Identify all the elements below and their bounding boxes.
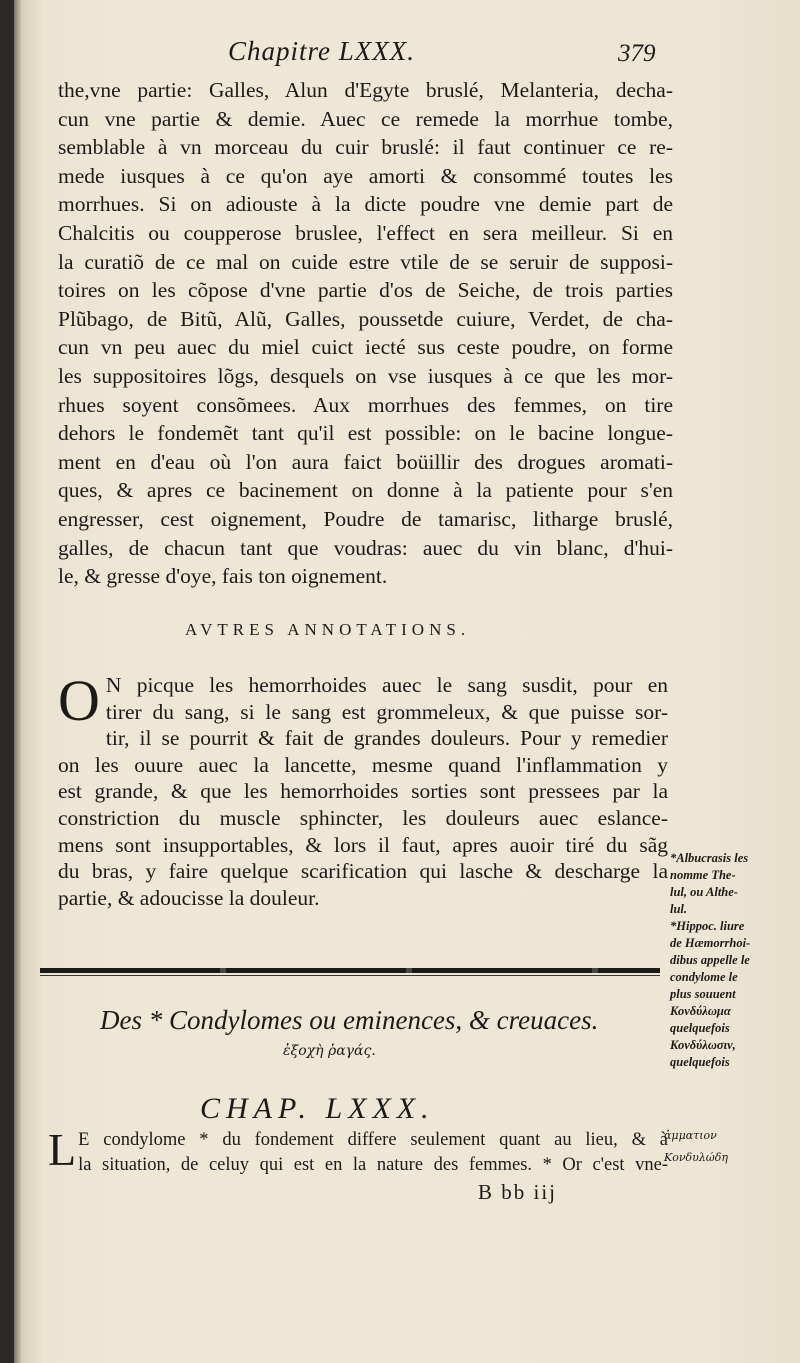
text-line: the,vne partie: Galles, Alun d'Egyte bruslé, Melanteria, decha-: [58, 78, 673, 102]
text-line: E condylome * du fondement differe seulement quant au lieu, & à: [78, 1130, 668, 1150]
margin-note-line: lul.: [670, 902, 688, 916]
margin-note-line: *Albucrasis les: [670, 851, 749, 865]
margin-note-line: condylome le: [670, 970, 738, 984]
margin-note-line: *Hippoc. liure: [670, 919, 745, 933]
section-divider: [40, 968, 660, 973]
margin-note-line: lul, ou Althe-: [670, 885, 738, 899]
page-header: [0, 36, 800, 76]
text-line: partie, & adoucisse la douleur.: [58, 885, 320, 910]
drop-cap: O: [58, 668, 100, 733]
text-line: ques, & apres ce bacinement on donne à la patiente pour s'en: [58, 478, 673, 503]
text-line: rhues soyent consõmees. Aux morrhues des femmes, on tire: [58, 392, 673, 417]
margin-note-line: dibus appelle le: [670, 953, 750, 967]
text-line: on les ouure auec la lancette, mesme quand l'inflammation y: [58, 752, 668, 777]
text-line: galles, de chacun tant que voudras: auec du vin blanc, d'hui-: [58, 535, 673, 560]
text-line: morrhues. Si on adiouste à la dicte poudre vne demie part de: [58, 192, 673, 217]
greek-subtitle: ἐξοχὴ ῥαγάς.: [283, 1043, 376, 1059]
section-heading: AVTRES ANNOTATIONS.: [185, 620, 471, 639]
page-number: 379: [618, 40, 656, 67]
margin-note-line: de Hæmorrhoi-: [670, 936, 751, 950]
text-line: Plũbago, de Bitũ, Alũ, Galles, poussetde cuiure, Verdet, de cha-: [58, 306, 673, 331]
running-head: Chapitre LXXX.: [228, 36, 415, 66]
text-line: engresser, cest oignement, Poudre de tamarisc, litharge bruslé,: [58, 506, 673, 531]
text-line: toires on les cõpose d'vne partie d'os de Seiche, de trois parties: [58, 278, 673, 303]
text-line: ment en d'eau où l'on aura faict boüillir des drogues aromati-: [58, 449, 673, 474]
margin-note-line: nomme The-: [670, 868, 736, 882]
margin-note-line: plus souuent: [670, 987, 736, 1001]
text-line: mede iusques à ce qu'on aye amorti & consommé toutes les: [58, 163, 673, 188]
text-line: la curatiõ de ce mal on cuide estre vtile de se seruir de supposi-: [58, 249, 673, 274]
book-spine: [0, 0, 14, 1363]
text-line: le, & gresse d'oye, fais ton oignement.: [58, 564, 388, 589]
text-line: est grande, & que les hemorrhoides sorties sont pressees par la: [58, 779, 668, 804]
margin-note-line: Κονδυλώδη: [664, 1151, 728, 1164]
text-line: du bras, y faire quelque scarification qui lasche & descharge la: [58, 859, 668, 884]
text-line: cun vne partie & demie. Auec ce remede la morrhue tombe,: [58, 106, 673, 131]
drop-cap: L: [48, 1124, 77, 1175]
margin-note: [670, 850, 795, 1071]
margin-note-line: Κονδύλωσιν,: [670, 1038, 736, 1052]
margin-note-line: Κονδύλωμα: [670, 1004, 731, 1018]
chapter-paragraph: [48, 1124, 668, 1178]
text-line: les suppositoires lõgs, desquels on vse iusques à ce que les mor-: [58, 363, 673, 388]
section-divider-thin: [40, 975, 660, 976]
main-paragraph: [58, 76, 673, 591]
text-line: mens sont insupportables, & lors il faut, apres auoir tiré du sãg: [58, 832, 668, 857]
text-line: dehors le fondemẽt tant qu'il est possible: on le bacine longue-: [58, 421, 673, 446]
text-line: constriction du muscle sphincter, les douleurs auec eslance-: [58, 805, 668, 830]
text-line: semblable à vn morceau du cuir bruslé: il faut continuer ce re-: [58, 135, 673, 160]
text-line: cun vn peu auec du miel cuict iecté sus ceste poudre, on forme: [58, 335, 673, 360]
margin-note-line: quelquefois: [670, 1055, 730, 1069]
text-line: Chalcitis ou coupperose bruslee, l'effect en sera meilleur. Si en: [58, 220, 673, 245]
margin-note-line: ἀμματιον: [664, 1129, 717, 1142]
text-line: la situation, de celuy qui est en la nature des femmes. * Or c'est vne-: [78, 1155, 668, 1175]
annotations-paragraph: [58, 668, 668, 911]
text-line: N picque les hemorrhoides auec le sang susdit, pour en: [105, 673, 668, 697]
chapter-title: CHAP. LXXX.: [200, 1092, 435, 1125]
margin-note-line: quelquefois: [670, 1021, 730, 1035]
chapter-subtitle: Des * Condylomes ou eminences, & creuaces.: [100, 1005, 599, 1035]
text-line: tirer du sang, si le sang est grommeleux, & que puisse sor-: [105, 699, 668, 724]
signature-mark: B bb iij: [478, 1180, 558, 1204]
text-line: tir, il se pourrit & fait de grandes douleurs. Pour y remedier: [105, 726, 668, 751]
